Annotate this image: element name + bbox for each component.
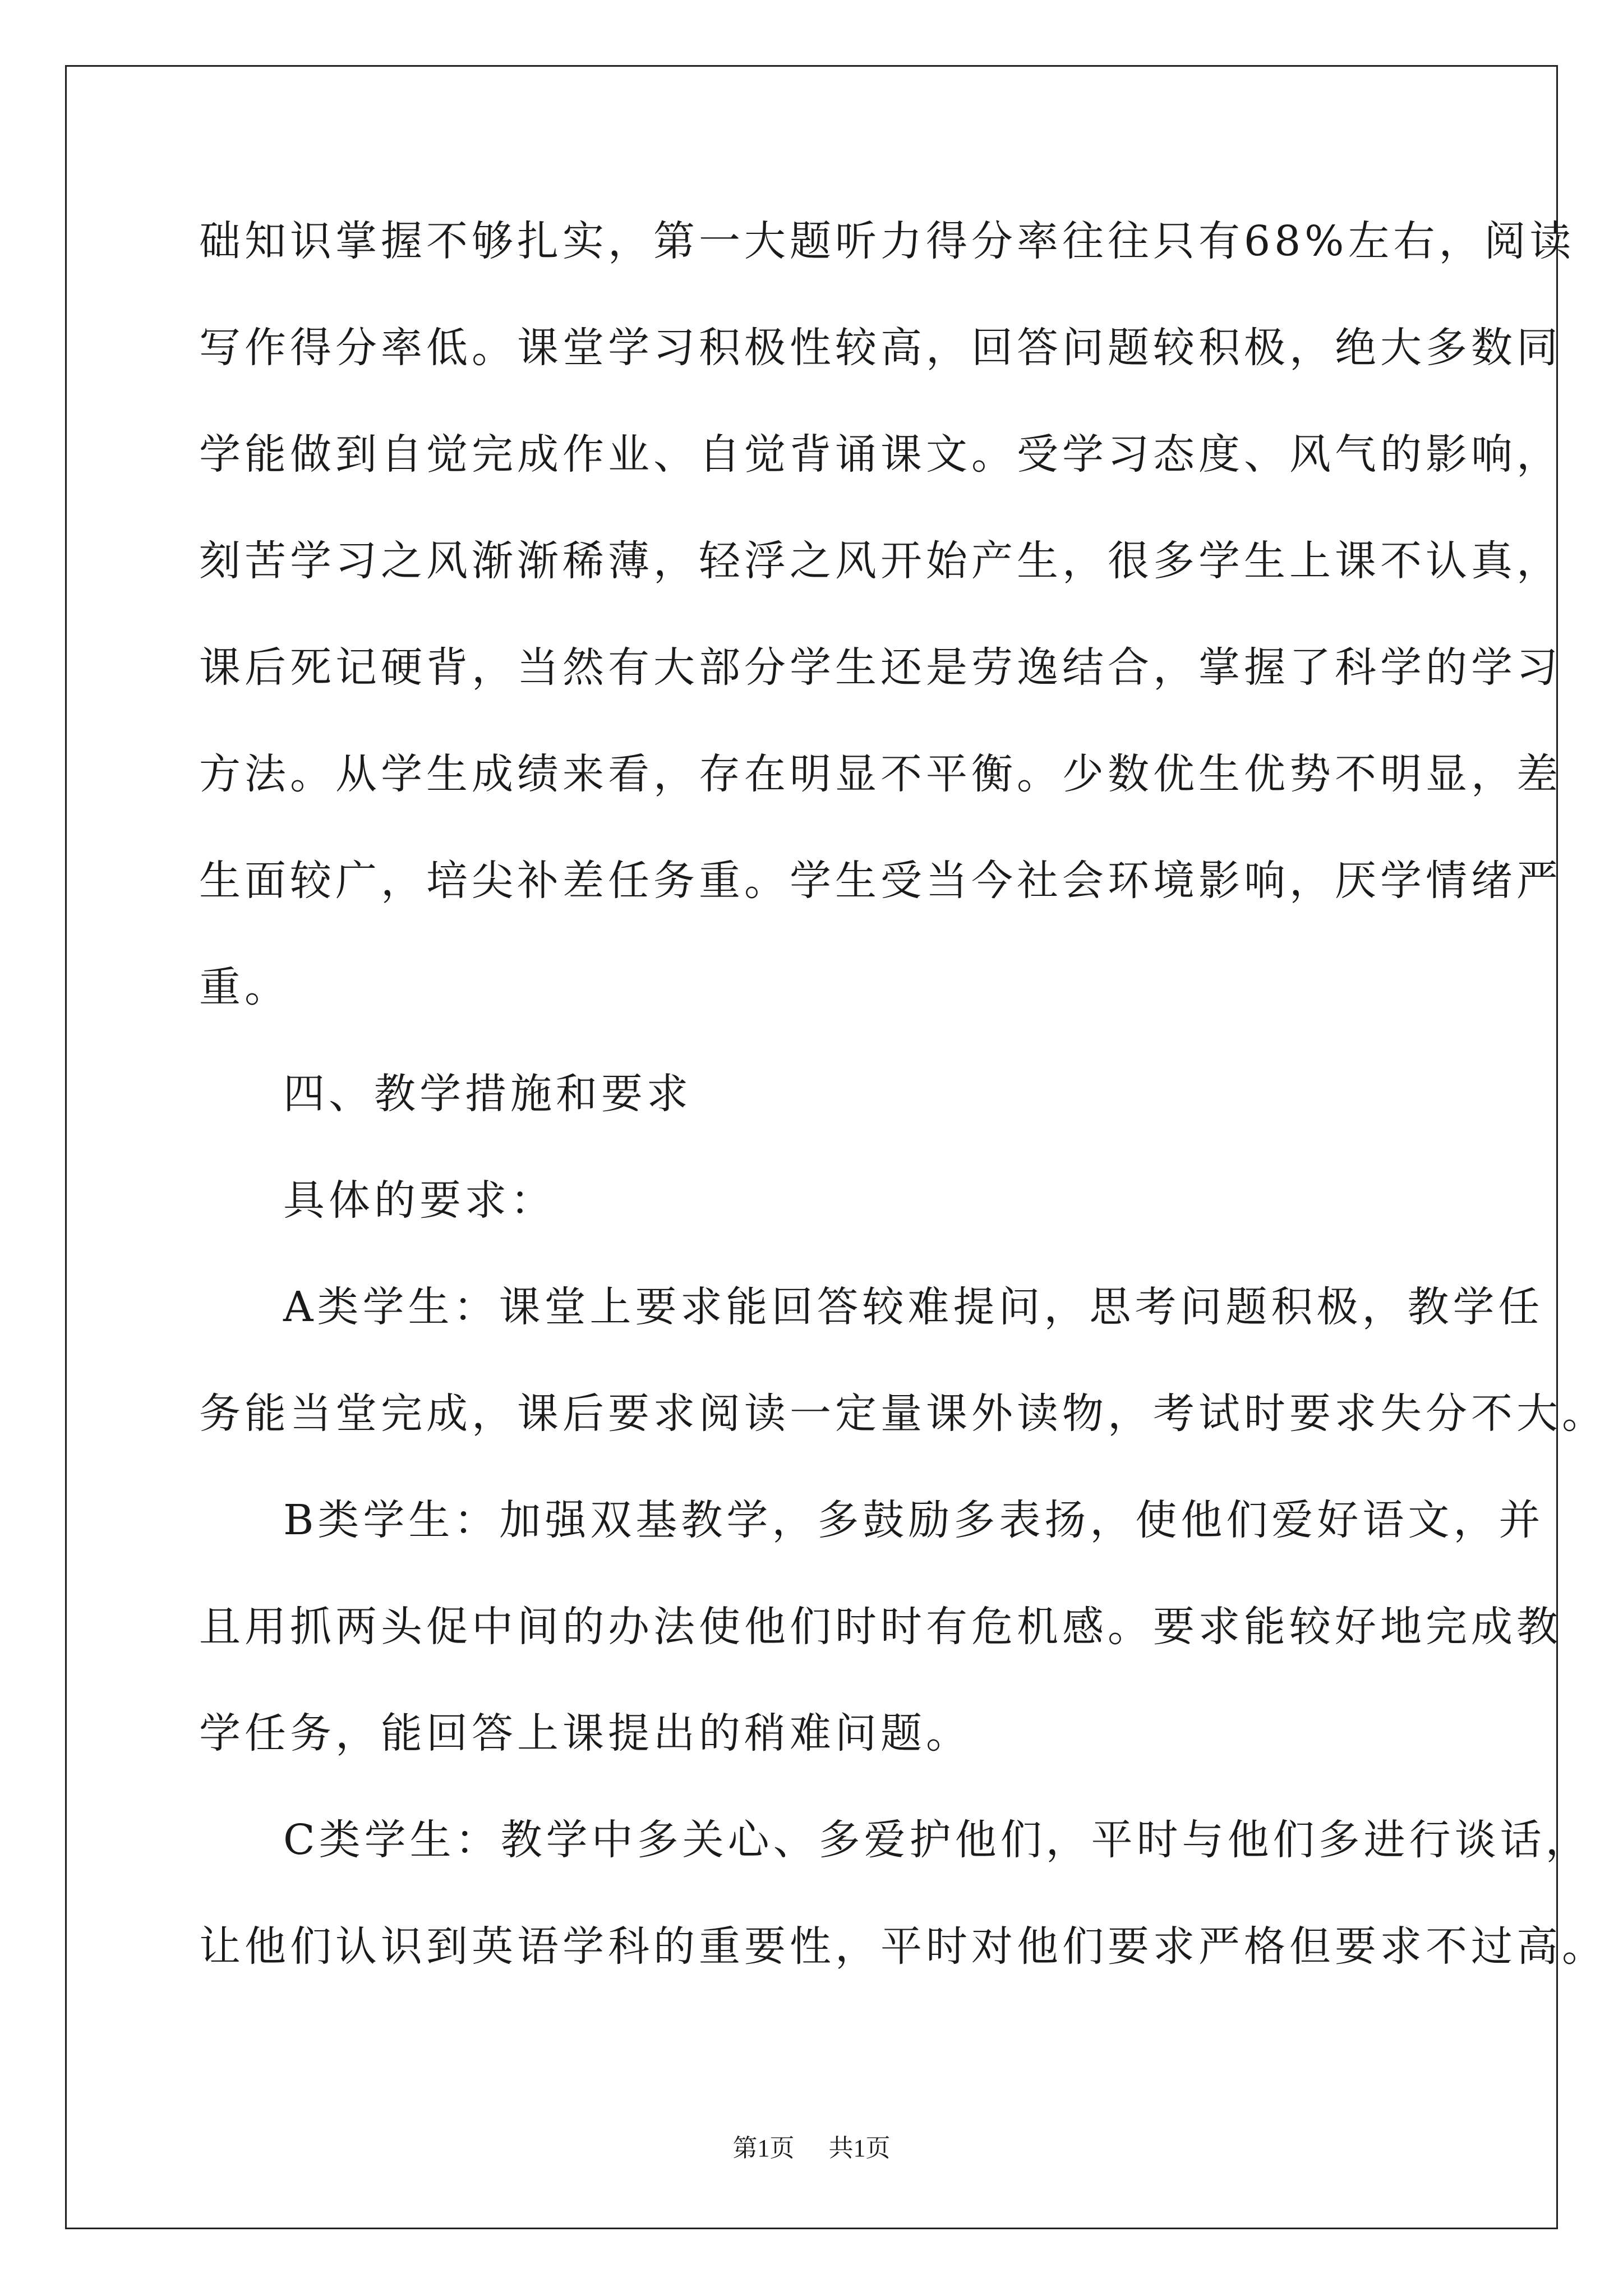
page-footer — [0, 2132, 1623, 2165]
body-line: 课后死记硬背，当然有大部分学生还是劳逸结合，掌握了科学的学习 — [199, 643, 1562, 692]
page-total: 共1页 — [828, 2134, 891, 2162]
body-line: 学任务，能回答上课提出的稍难问题。 — [199, 1709, 971, 1757]
body-line: 具体的要求： — [283, 1176, 556, 1225]
body-line: 刻苦学习之风渐渐稀薄，轻浮之风开始产生，很多学生上课不认真， — [199, 537, 1562, 585]
body-line: 础知识掌握不够扎实，第一大题听力得分率往往只有68%左右，阅读 — [199, 217, 1575, 265]
body-line: A类学生：课堂上要求能回答较难提问，思考问题积极，教学任 — [283, 1283, 1544, 1331]
body-line: 方法。从学生成绩来看，存在明显不平衡。少数优生优势不明显，差 — [199, 750, 1562, 798]
body-line: 务能当堂完成，课后要求阅读一定量课外读物，考试时要求失分不大。 — [199, 1389, 1607, 1438]
section-heading: 四、教学措施和要求 — [283, 1070, 692, 1118]
body-line: 重。 — [199, 963, 290, 1011]
body-line: 学能做到自觉完成作业、自觉背诵课文。受学习态度、风气的影响， — [199, 430, 1562, 478]
body-line: 让他们认识到英语学科的重要性，平时对他们要求严格但要求不过高。 — [199, 1922, 1607, 1971]
body-line: 生面较广，培尖补差任务重。学生受当今社会环境影响，厌学情绪严 — [199, 857, 1562, 905]
body-line: C类学生：教学中多关心、多爱护他们，平时与他们多进行谈话， — [283, 1816, 1591, 1864]
body-line: B类学生：加强双基教学，多鼓励多表扬，使他们爱好语文，并 — [283, 1496, 1544, 1544]
body-line: 写作得分率低。课堂学习积极性较高，回答问题较积极，绝大多数同 — [199, 324, 1562, 372]
body-line: 且用抓两头促中间的办法使他们时时有危机感。要求能较好地完成教 — [199, 1603, 1562, 1651]
document-body — [199, 210, 1607, 2022]
page-number: 第1页 — [732, 2134, 795, 2162]
